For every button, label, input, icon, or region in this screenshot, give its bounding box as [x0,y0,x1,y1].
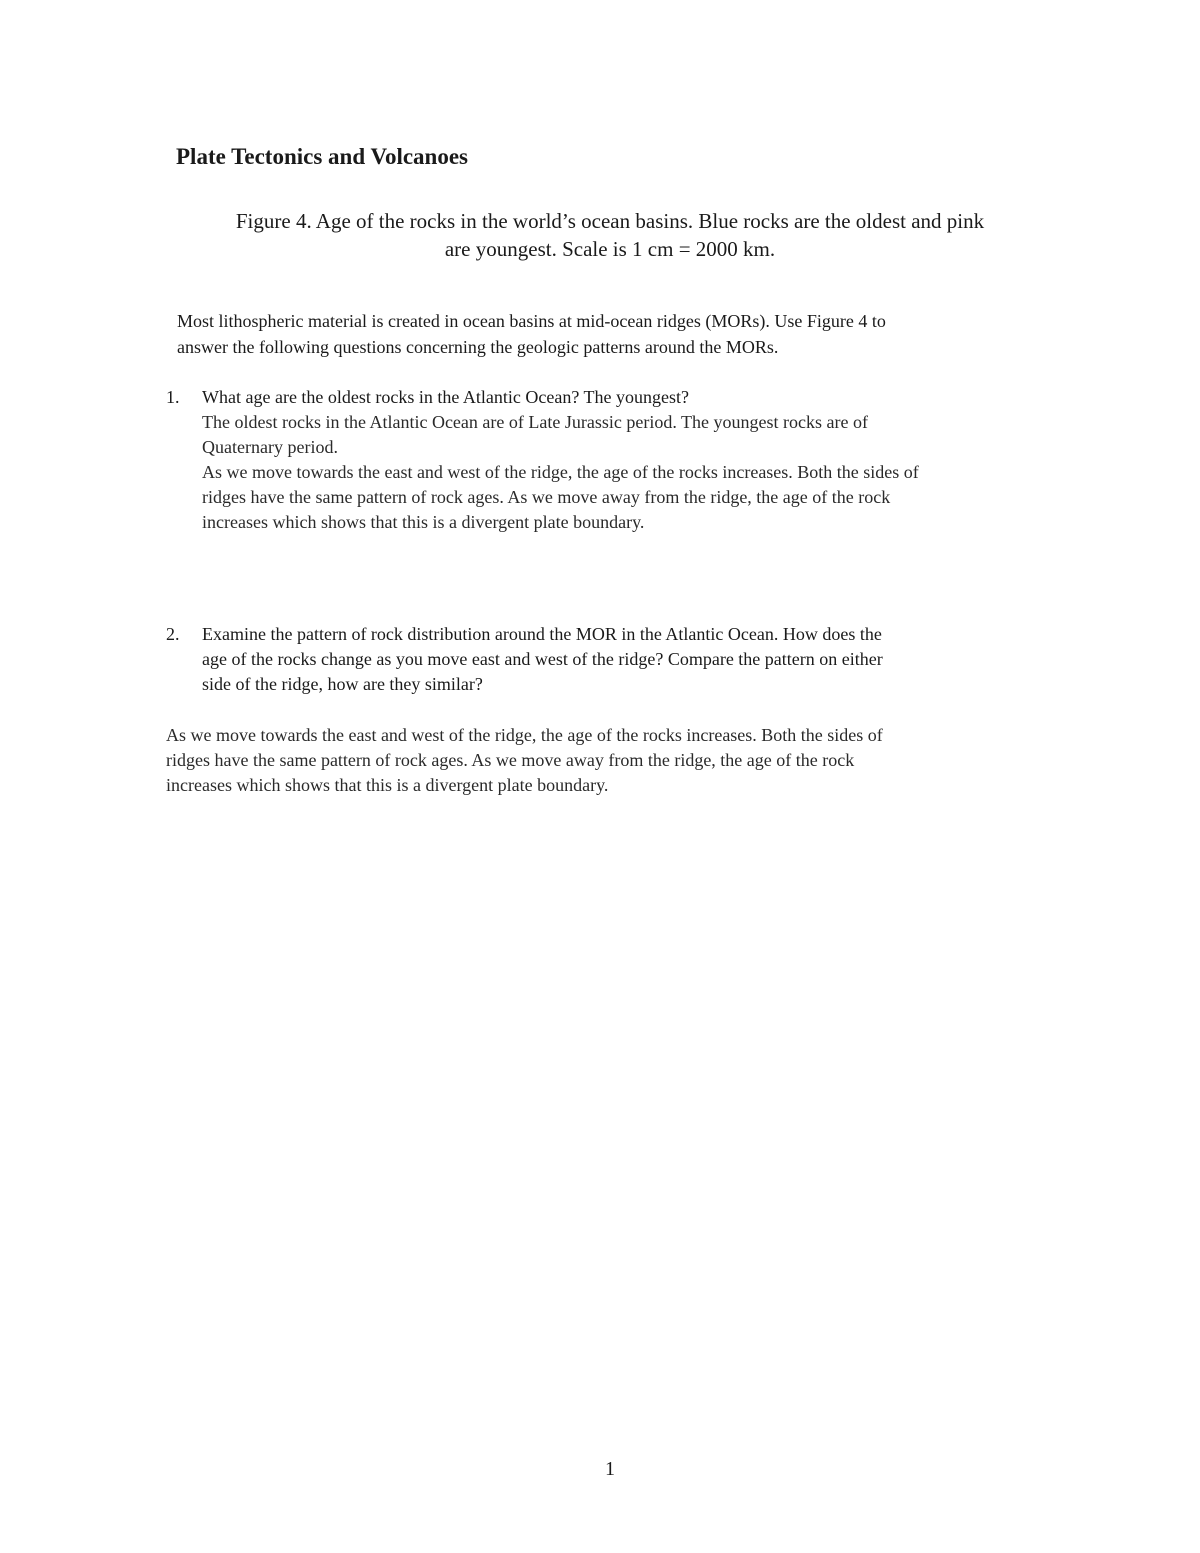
question-number: 2. [166,624,180,644]
intro-line: Most lithospheric material is created in ocean basins at mid-ocean ridges (MORs). Use Figure 4 to [177,311,886,331]
answer-line: Quaternary period. [202,437,338,457]
question-2 [166,622,1066,697]
question-text: What age are the oldest rocks in the Atlantic Ocean? The youngest? [202,387,689,407]
intro-line: answer the following questions concerning the geologic patterns around the MORs. [177,337,779,357]
answer-line: increases which shows that this is a divergent plate boundary. [166,775,609,795]
figure-caption [170,207,1050,263]
question-1 [166,385,1066,535]
question-text-line: age of the rocks change as you move east and west of the ridge? Compare the pattern on either [202,649,883,669]
question-2-answer [166,723,1066,798]
answer-line: The oldest rocks in the Atlantic Ocean are of Late Jurassic period. The youngest rocks are of [202,412,868,432]
answer-line: ridges have the same pattern of rock ages. As we move away from the ridge, the age of the rock [166,750,855,770]
question-2-body [202,622,1066,697]
question-text-line: side of the ridge, how are they similar? [202,674,483,694]
answer-line: ridges have the same pattern of rock ages. As we move away from the ridge, the age of the rock [202,487,891,507]
answer-line: As we move towards the east and west of the ridge, the age of the rocks increases. Both the sides of [166,725,883,745]
figure-caption-line: Figure 4. Age of the rocks in the world’s ocean basins. Blue rocks are the oldest and pink [235,209,985,233]
question-number: 1. [166,387,180,407]
answer-line: increases which shows that this is a divergent plate boundary. [202,512,645,532]
intro-paragraph [177,308,1077,360]
answer-line: As we move towards the east and west of the ridge, the age of the rocks increases. Both the sides of [202,462,919,482]
question-text-line: Examine the pattern of rock distribution around the MOR in the Atlantic Ocean. How does the [202,624,882,644]
page-number: 1 [605,1458,615,1480]
question-1-body [202,385,1066,535]
figure-caption-line: are youngest. Scale is 1 cm = 2000 km. [444,237,776,261]
document-title: Plate Tectonics and Volcanoes [176,144,469,169]
